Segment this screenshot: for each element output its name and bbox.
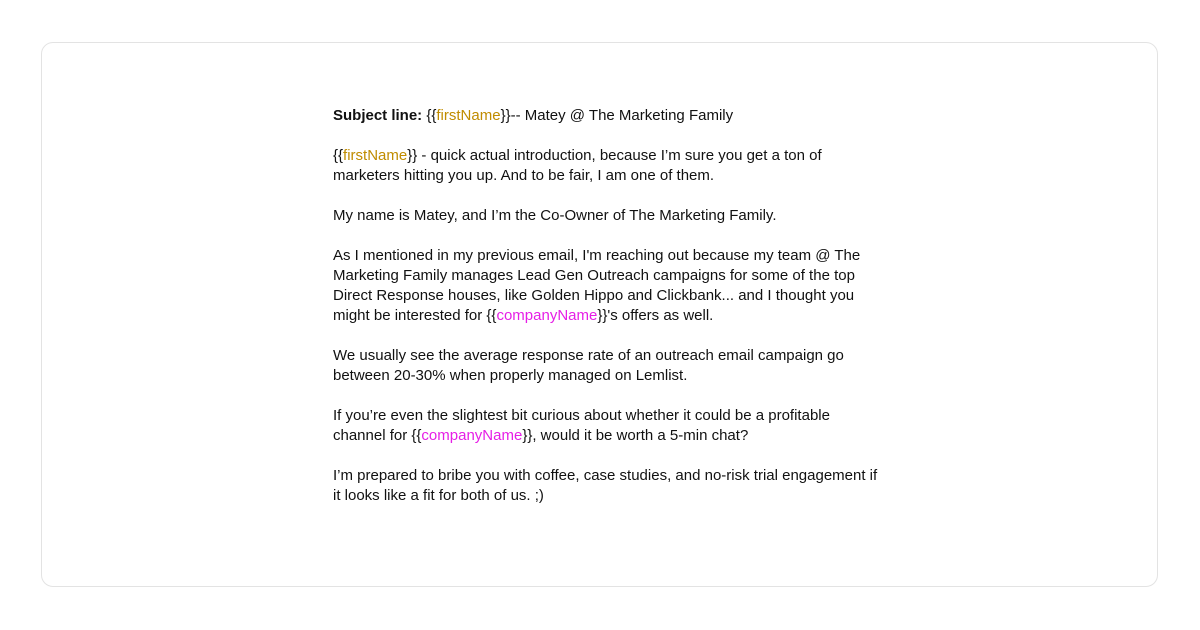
cta-text: If you’re even the slightest bit curious about whether it could be a profitable channel for: [333, 407, 830, 444]
pitch-text-end: 's offers as well.: [607, 307, 714, 324]
close-braces: }}: [407, 147, 418, 164]
open-braces: {{: [486, 307, 497, 324]
open-braces: {{: [411, 427, 422, 444]
first-name-variable: firstName: [343, 147, 408, 164]
closing-paragraph: I’m prepared to bribe you with coffee, case studies, and no-risk trial engagement if it looks like a fit for both of us. ;): [333, 467, 878, 504]
close-braces: }}: [597, 307, 608, 324]
open-braces: {{: [426, 107, 437, 124]
subject-text: -- Matey @ The Marketing Family: [510, 107, 734, 124]
cta-text-end: , would it be worth a 5-min chat?: [532, 427, 749, 444]
email-body: [333, 106, 878, 506]
open-braces: {{: [333, 147, 344, 164]
stats-paragraph: We usually see the average response rate of an outreach email campaign go between 20-30% when properly managed on Lemlist.: [333, 347, 844, 384]
close-braces: }}: [500, 107, 511, 124]
pitch-text: As I mentioned in my previous email, I'm reaching out because my team @ The Marketing Family manages Lead Gen Outreach campaigns for some of the top Direct Response houses, like Golden Hippo and Clickbank... and I thought you might be interested for: [333, 247, 861, 324]
company-name-variable: companyName: [496, 307, 598, 324]
close-braces: }}: [522, 427, 533, 444]
company-name-variable: companyName: [421, 427, 523, 444]
pitch-paragraph: [333, 246, 878, 326]
subject-line: [333, 106, 878, 126]
subject-label: Subject line:: [333, 107, 423, 124]
greeting-paragraph: [333, 146, 878, 186]
intro-paragraph: My name is Matey, and I’m the Co-Owner of The Marketing Family.: [333, 207, 777, 224]
cta-paragraph: [333, 406, 878, 446]
greeting-text: - quick actual introduction, because I’m sure you get a ton of marketers hitting you up. And to be fair, I am one of them.: [333, 147, 822, 184]
first-name-variable: firstName: [436, 107, 501, 124]
